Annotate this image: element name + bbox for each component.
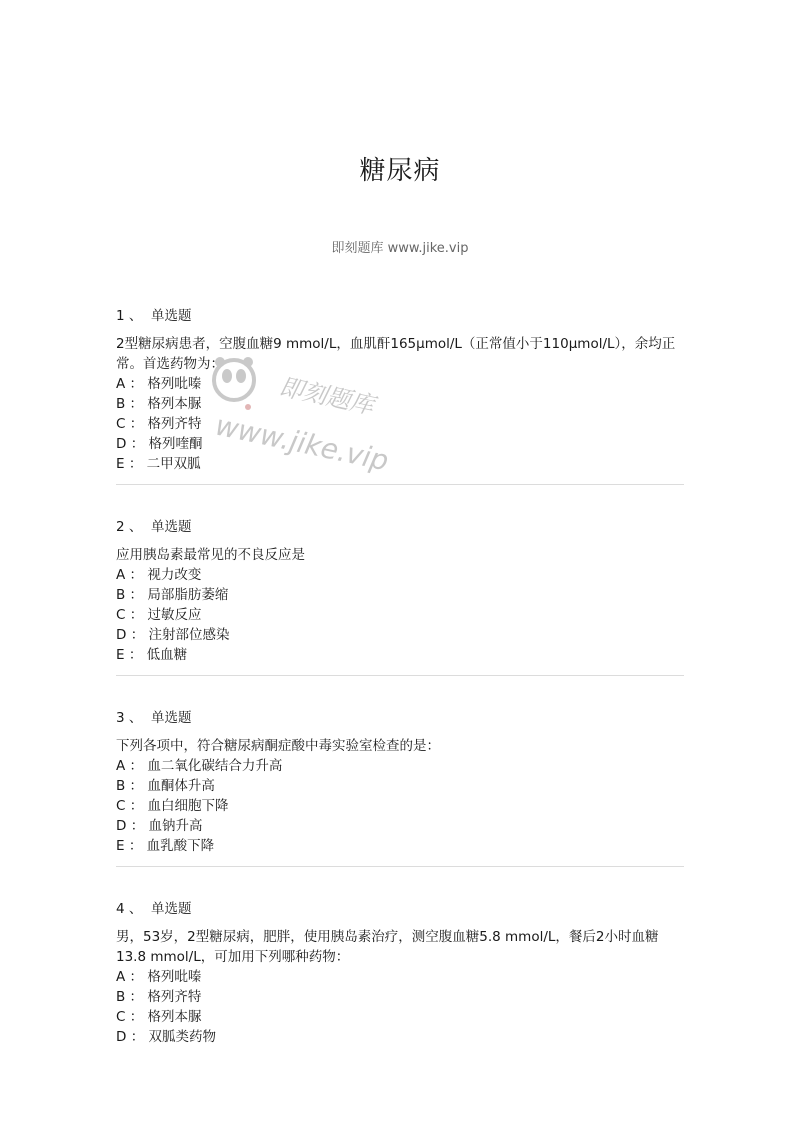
question-number: 3 — [116, 710, 125, 726]
option-text: 格列本脲 — [147, 396, 202, 412]
option-a: A ： 视力改变 — [116, 567, 202, 583]
question-number: 2 — [116, 519, 125, 535]
option-key: C — [116, 1009, 126, 1025]
document-title: 糖尿病 — [359, 156, 441, 186]
question-1 — [116, 306, 684, 484]
option-d: D ： 注射部位感染 — [116, 627, 230, 643]
option-text: 格列齐特 — [147, 416, 202, 432]
question-separator: 、 — [128, 308, 143, 324]
option-text: 血酮体升高 — [147, 778, 215, 794]
question-number: 1 — [116, 308, 125, 324]
option-key: A — [116, 567, 126, 583]
option-b: B ： 格列本脲 — [116, 396, 202, 412]
option-text: 血乳酸下降 — [146, 838, 215, 854]
option-d: D ： 格列喹酮 — [116, 436, 203, 452]
question-type: 单选题 — [150, 519, 192, 535]
question-stem: 下列各项中，符合糖尿病酮症酸中毒实验室检查的是： — [116, 738, 440, 754]
option-text: 格列吡嗪 — [147, 969, 202, 985]
option-text: 二甲双胍 — [146, 456, 201, 472]
option-key: C — [116, 798, 126, 814]
question-header — [116, 708, 684, 728]
option-text: 格列吡嗪 — [147, 376, 202, 392]
option-key: D — [116, 627, 127, 643]
option-key: E — [116, 647, 125, 663]
option-key: E — [116, 456, 125, 472]
question-type: 单选题 — [150, 901, 192, 917]
question-type: 单选题 — [150, 308, 192, 324]
question-type: 单选题 — [150, 710, 192, 726]
option-d: D ： 血钠升高 — [116, 818, 203, 834]
question-separator: 、 — [128, 901, 143, 917]
question-separator: 、 — [128, 519, 143, 535]
option-a: A ： 血二氧化碳结合力升高 — [116, 758, 283, 774]
option-text: 格列本脲 — [147, 1009, 202, 1025]
option-key: B — [116, 396, 126, 412]
option-d: D ： 双胍类药物 — [116, 1029, 216, 1045]
option-a: A ： 格列吡嗪 — [116, 376, 202, 392]
option-c: C ： 血白细胞下降 — [116, 798, 229, 814]
option-key: C — [116, 607, 126, 623]
question-header — [116, 517, 684, 537]
question-stem: 男，53岁，2型糖尿病，肥胖，使用胰岛素治疗，测空腹血糖5.8 mmol/L，餐后2小时血糖13.8 mmol/L，可加用下列哪种药物： — [116, 929, 659, 965]
watermark-text-line2: www.jike.vip — [212, 408, 392, 477]
option-text: 格列喹酮 — [148, 436, 203, 452]
question-stem: 2型糖尿病患者，空腹血糖9 mmol/L，血肌酐165μmol/L（正常值小于110μmol/L），余均正常。首选药物为： — [116, 336, 676, 372]
option-key: A — [116, 376, 126, 392]
option-text: 血白细胞下降 — [147, 798, 229, 814]
option-key: E — [116, 838, 125, 854]
option-b: B ： 格列齐特 — [116, 989, 202, 1005]
document-subtitle: 即刻题库 www.jike.vip — [331, 241, 469, 256]
option-text: 血钠升高 — [148, 818, 203, 834]
option-key: B — [116, 778, 126, 794]
option-key: D — [116, 1029, 127, 1045]
question-divider — [116, 675, 684, 676]
question-separator: 、 — [128, 710, 143, 726]
question-list — [116, 306, 684, 1057]
option-e: E ： 血乳酸下降 — [116, 838, 215, 854]
option-b: B ： 血酮体升高 — [116, 778, 215, 794]
option-b: B ： 局部脂肪萎缩 — [116, 587, 229, 603]
option-c: C ： 过敏反应 — [116, 607, 202, 623]
option-text: 血二氧化碳结合力升高 — [147, 758, 283, 774]
option-text: 视力改变 — [147, 567, 202, 583]
option-text: 局部脂肪萎缩 — [147, 587, 229, 603]
option-key: A — [116, 758, 126, 774]
option-text: 注射部位感染 — [148, 627, 230, 643]
option-e: E ： 低血糖 — [116, 647, 188, 663]
question-stem: 应用胰岛素最常见的不良反应是 — [116, 547, 305, 563]
option-key: B — [116, 989, 126, 1005]
question-header — [116, 899, 684, 919]
option-key: A — [116, 969, 126, 985]
watermark-text-line1: 即刻题库 — [276, 372, 377, 420]
question-4 — [116, 899, 684, 1057]
option-key: B — [116, 587, 126, 603]
option-key: C — [116, 416, 126, 432]
option-text: 双胍类药物 — [148, 1029, 216, 1045]
option-key: D — [116, 436, 127, 452]
question-divider — [116, 484, 684, 485]
option-text: 格列齐特 — [147, 989, 202, 1005]
option-a: A ： 格列吡嗪 — [116, 969, 202, 985]
option-e: E ： 二甲双胍 — [116, 456, 201, 472]
option-text: 低血糖 — [146, 647, 188, 663]
option-key: D — [116, 818, 127, 834]
question-2 — [116, 517, 684, 675]
question-number: 4 — [116, 901, 125, 917]
question-3 — [116, 708, 684, 866]
option-c: C ： 格列本脲 — [116, 1009, 202, 1025]
option-text: 过敏反应 — [147, 607, 202, 623]
option-c: C ： 格列齐特 — [116, 416, 202, 432]
question-divider — [116, 866, 684, 867]
question-header — [116, 306, 684, 326]
